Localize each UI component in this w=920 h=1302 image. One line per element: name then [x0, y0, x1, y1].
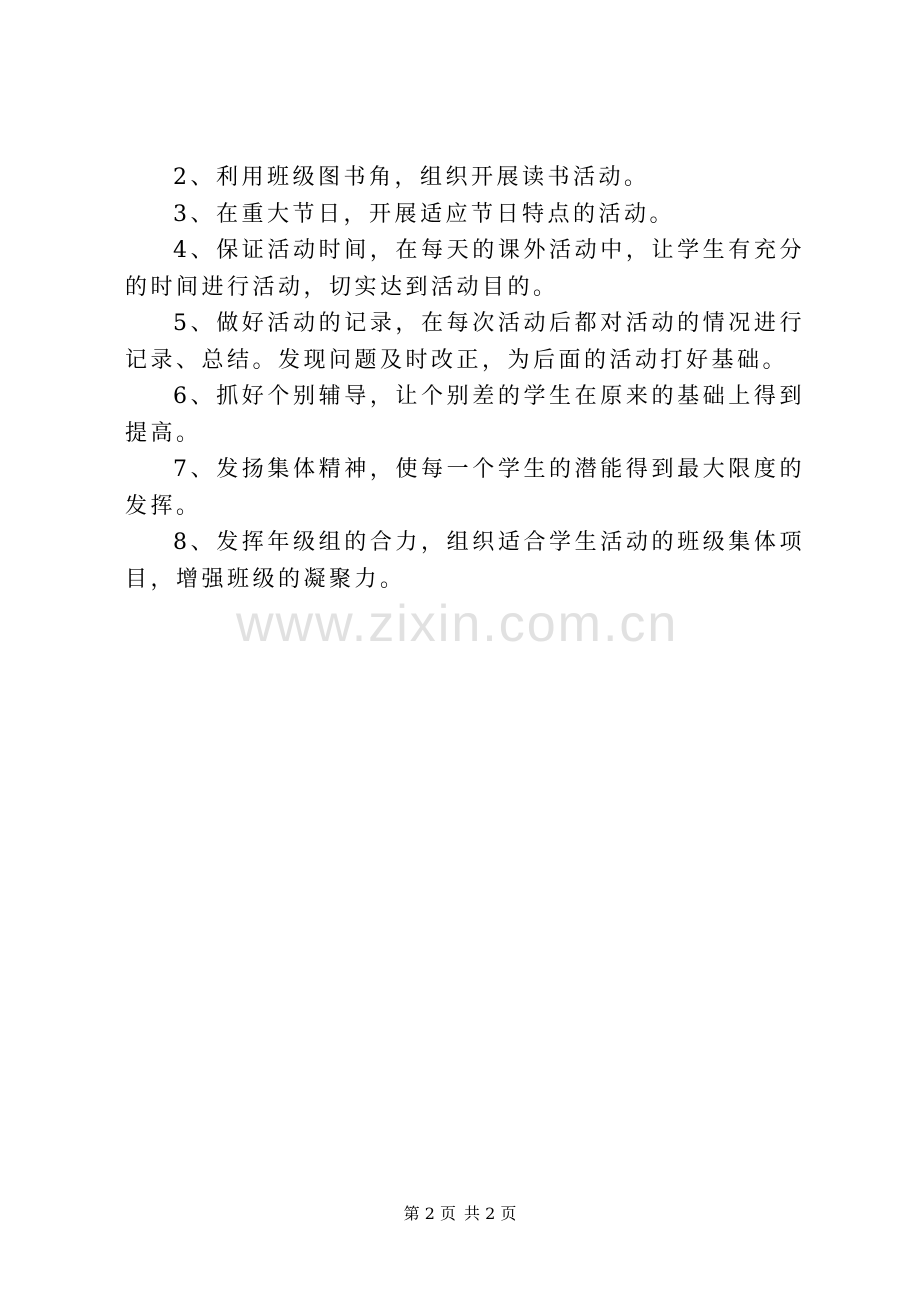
paragraph-item-6: 6、抓好个别辅导，让个别差的学生在原来的基础上得到提高。 — [125, 384, 805, 446]
paragraph-item-2: 2、利用班级图书角，组织开展读书活动。 — [173, 165, 650, 190]
paragraph-item-8: 8、发挥年级组的合力，组织适合学生活动的班级集体项目，增强班级的凝聚力。 — [125, 530, 805, 592]
paragraph-item-5: 5、做好活动的记录，在每次活动后都对活动的情况进行记录、总结。发现问题及时改正，为后面的活动打好基础。 — [125, 311, 805, 373]
watermark: www.zixin.com.cn — [236, 595, 679, 653]
paragraph-item-4: 4、保证活动时间，在每天的课外活动中，让学生有充分的时间进行活动，切实达到活动目的。 — [125, 238, 805, 300]
paragraph-item-3: 3、在重大节日，开展适应节日特点的活动。 — [173, 201, 675, 227]
document-body — [125, 160, 805, 598]
paragraph-item-7: 7、发扬集体精神，使每一个学生的潜能得到最大限度的发挥。 — [125, 457, 805, 519]
page-number-total: 共 2 页 — [464, 1204, 517, 1223]
page-footer — [0, 1201, 920, 1224]
page-number-current: 第 2 页 — [403, 1204, 456, 1223]
